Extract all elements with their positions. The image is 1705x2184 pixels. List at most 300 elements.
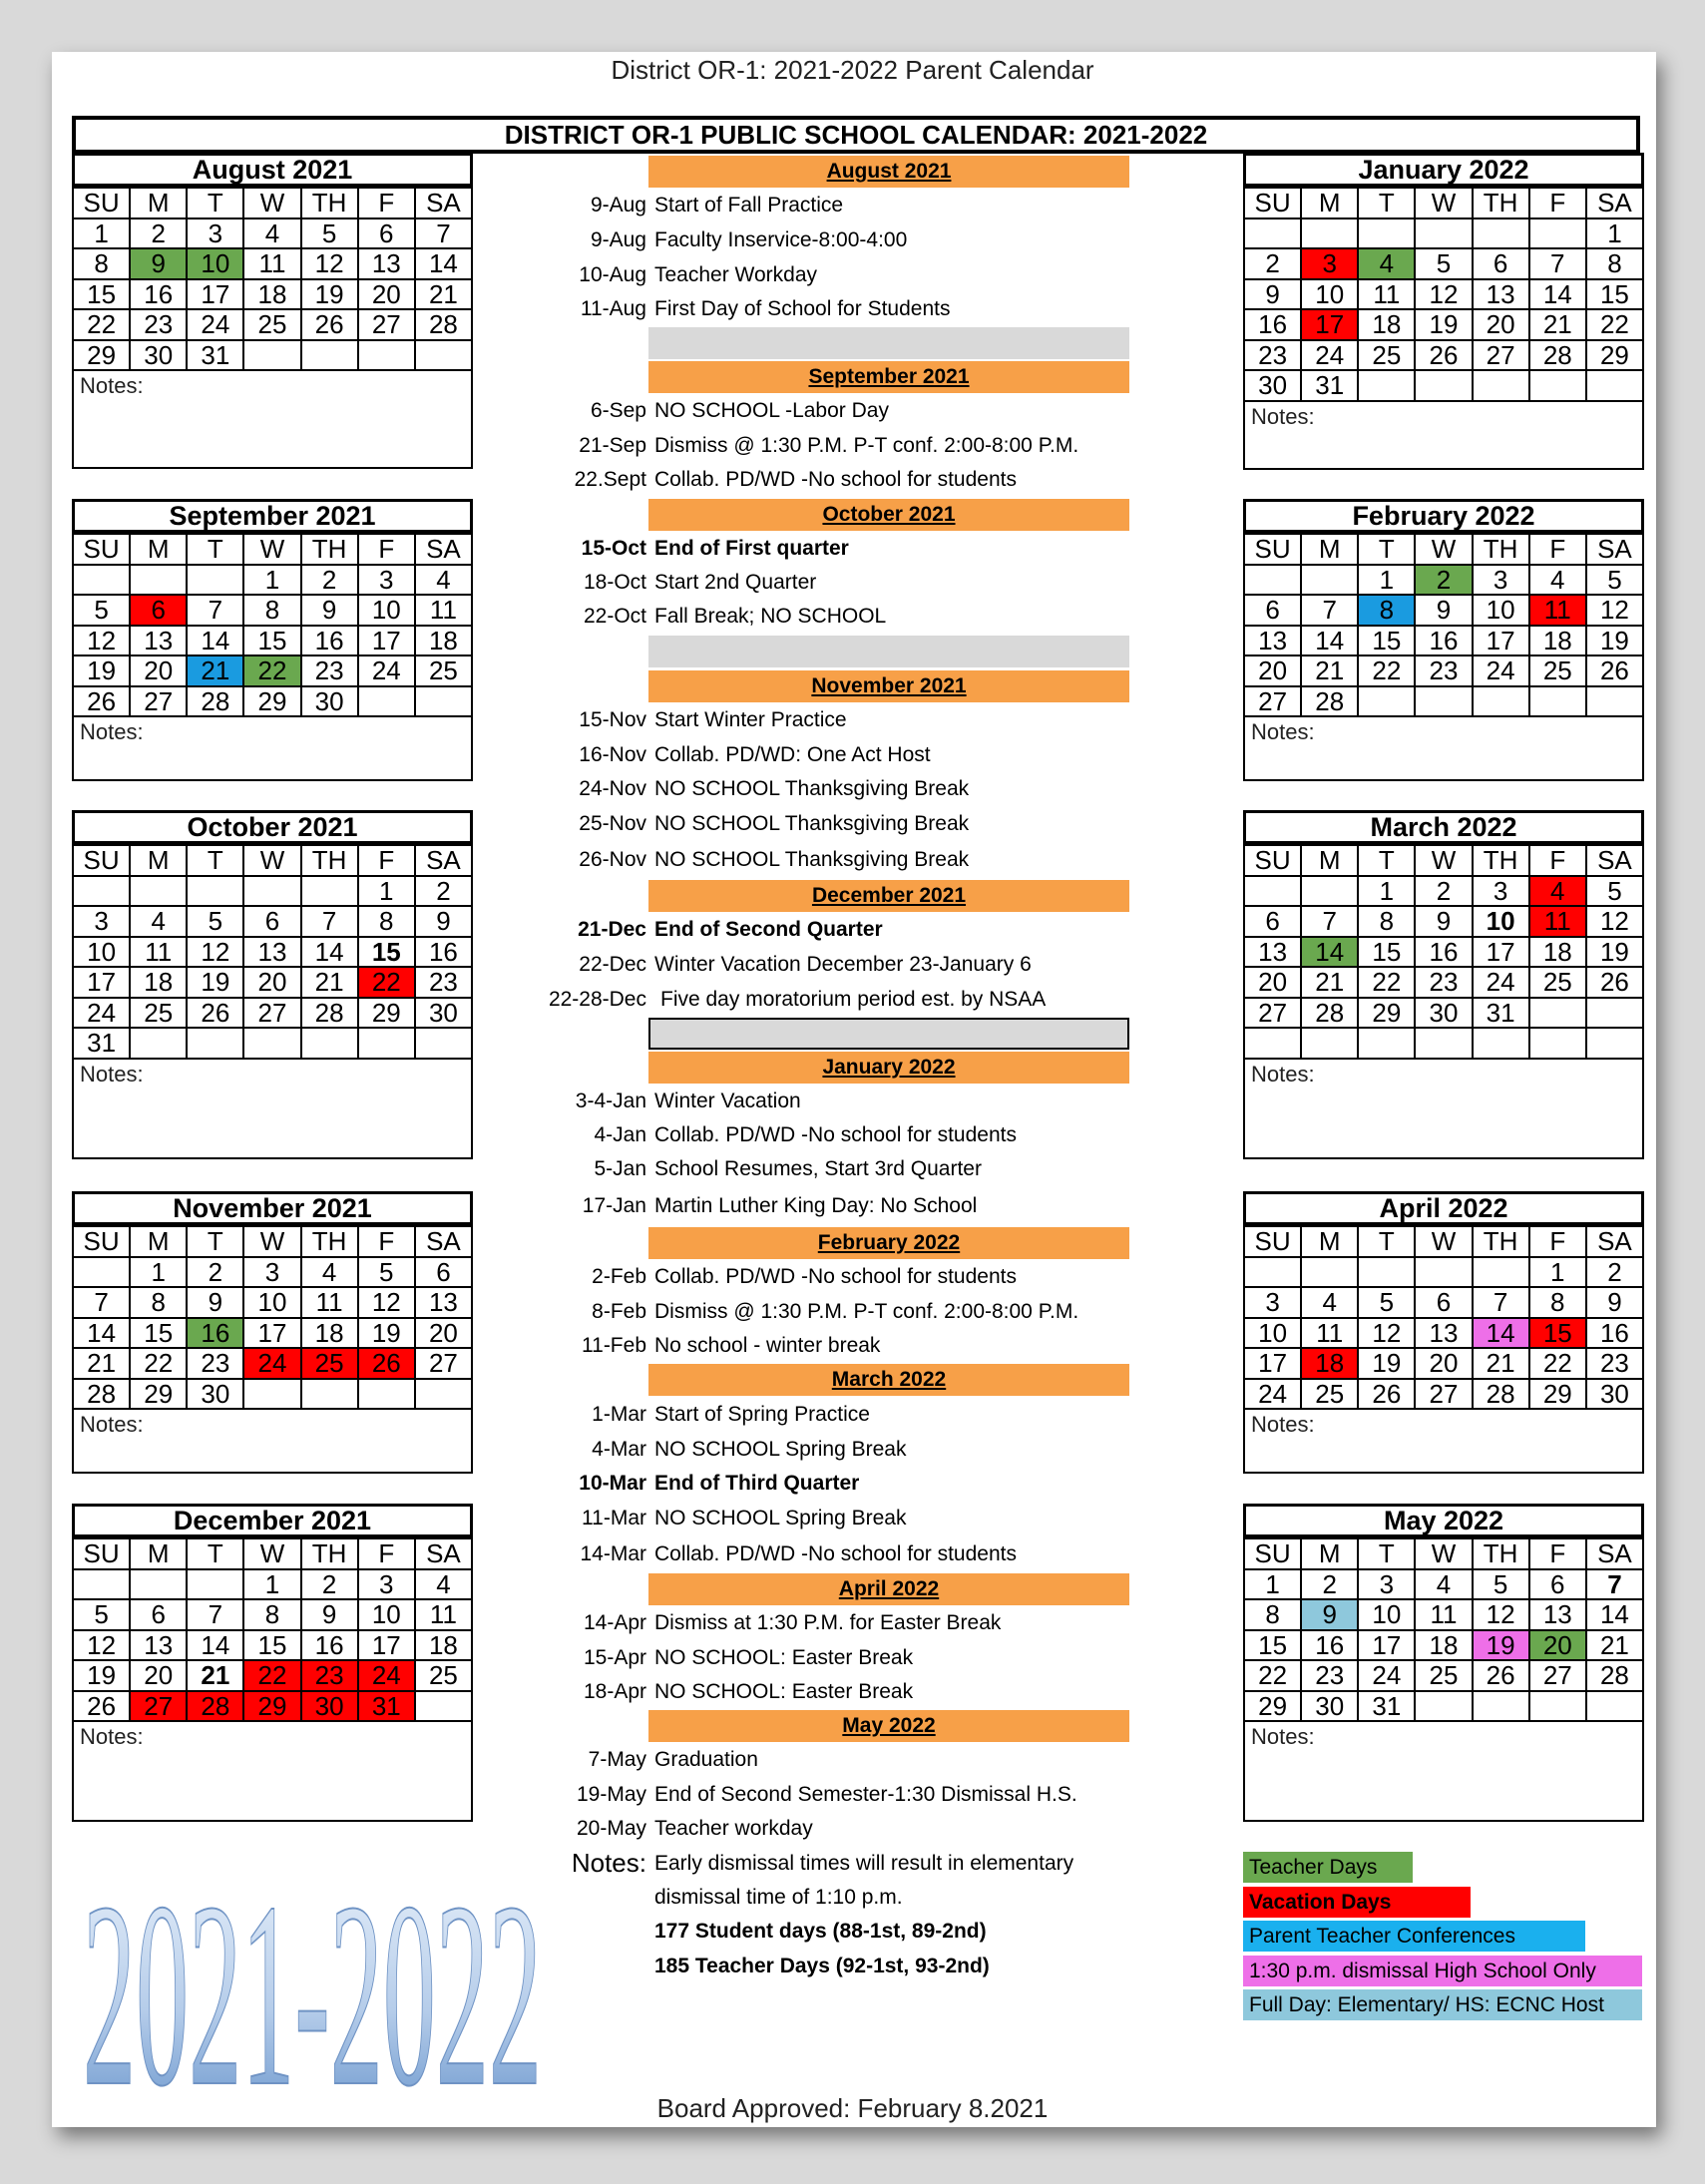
event-text: End of Third Quarter (654, 1472, 860, 1495)
day-cell: 1 (1586, 218, 1643, 249)
event-text: Five day moratorium period est. by NSAA (660, 988, 1047, 1011)
day-cell: 4 (130, 906, 187, 937)
day-cell: 17 (187, 279, 243, 310)
day-cell (301, 340, 358, 371)
day-cell: 9 (130, 248, 187, 279)
month-calendar-dec (72, 1504, 473, 1822)
day-cell: 29 (73, 340, 130, 371)
weekday-header-row (73, 534, 472, 565)
event-text: Teacher Workday (654, 263, 818, 286)
day-cell (358, 340, 415, 371)
event-row (519, 601, 1157, 633)
day-cell (1358, 370, 1415, 401)
day-cell (1586, 1028, 1643, 1059)
day-cell: 19 (1358, 1348, 1415, 1379)
day-cell: 16 (1301, 1630, 1358, 1661)
week-row (73, 1257, 472, 1288)
day-cell: 11 (415, 595, 472, 626)
weekday-header: F (1529, 534, 1586, 565)
day-cell: 11 (1301, 1318, 1358, 1349)
day-cell: 20 (243, 967, 300, 998)
day-cell: 18 (130, 967, 187, 998)
day-cell: 24 (1244, 1379, 1301, 1410)
day-cell (1473, 1257, 1529, 1288)
day-cell: 7 (187, 1599, 243, 1630)
month-calendar-oct (72, 810, 473, 1159)
month-grid (1243, 1225, 1644, 1410)
event-date: 2-Feb (592, 1265, 646, 1288)
day-cell: 28 (301, 998, 358, 1029)
day-cell: 14 (1301, 626, 1358, 656)
day-cell: 12 (301, 248, 358, 279)
day-cell: 23 (187, 1348, 243, 1379)
event-notes-row (519, 1848, 1157, 1880)
event-date: 25-Nov (579, 812, 646, 835)
month-notes: Notes: (72, 1722, 473, 1822)
event-notes-label: Notes: (571, 1848, 646, 1878)
day-cell (1529, 218, 1586, 249)
day-cell: 12 (73, 1630, 130, 1661)
week-row (73, 1348, 472, 1379)
day-cell: 15 (73, 279, 130, 310)
day-cell (1415, 1691, 1472, 1722)
day-cell: 27 (130, 686, 187, 717)
weekday-header: T (1358, 1538, 1415, 1569)
event-date: 14-Apr (583, 1611, 646, 1634)
event-date: 14-Mar (580, 1542, 646, 1565)
day-cell: 15 (1244, 1630, 1301, 1661)
month-calendar-nov (72, 1191, 473, 1474)
day-cell: 13 (1244, 937, 1301, 968)
week-row (1244, 998, 1643, 1029)
day-cell (301, 1028, 358, 1059)
day-cell: 22 (1358, 967, 1415, 998)
day-cell: 27 (1244, 686, 1301, 717)
event-row (519, 293, 1157, 325)
weekday-header: M (1301, 1538, 1358, 1569)
day-cell: 6 (1244, 906, 1301, 937)
day-cell (1244, 565, 1301, 596)
month-title: January 2022 (1243, 153, 1644, 187)
event-row (519, 1813, 1157, 1845)
events-header-mar: March 2022 (648, 1364, 1129, 1396)
day-cell: 18 (243, 279, 300, 310)
day-cell: 20 (358, 279, 415, 310)
day-cell (1244, 1028, 1301, 1059)
event-text: End of First quarter (654, 537, 849, 560)
event-row (519, 190, 1157, 221)
month-notes: Notes: (72, 1060, 473, 1159)
day-cell: 21 (187, 1660, 243, 1691)
day-cell: 10 (1301, 279, 1358, 310)
day-cell: 5 (1473, 1569, 1529, 1600)
day-cell: 9 (1415, 595, 1472, 626)
day-cell: 20 (1529, 1630, 1586, 1661)
day-cell: 15 (1529, 1318, 1586, 1349)
day-cell: 6 (243, 906, 300, 937)
event-row (519, 1744, 1157, 1776)
day-cell: 16 (1415, 626, 1472, 656)
day-cell: 22 (1529, 1348, 1586, 1379)
day-cell: 31 (358, 1691, 415, 1722)
day-cell: 29 (1529, 1379, 1586, 1410)
event-row (519, 844, 1157, 876)
month-notes: Notes: (1243, 1060, 1644, 1159)
day-cell: 1 (130, 1257, 187, 1288)
event-date: 7-May (588, 1748, 646, 1771)
event-text: NO SCHOOL Spring Break (654, 1438, 907, 1461)
day-cell: 26 (1473, 1660, 1529, 1691)
day-cell: 23 (1586, 1348, 1643, 1379)
day-cell (1244, 218, 1301, 249)
weekday-header: M (1301, 534, 1358, 565)
event-date: 11-Aug (580, 297, 646, 320)
day-cell: 14 (1301, 937, 1358, 968)
day-cell: 25 (243, 309, 300, 340)
day-cell: 13 (1529, 1599, 1586, 1630)
day-cell: 14 (1529, 279, 1586, 310)
event-row (519, 1434, 1157, 1466)
day-cell: 5 (1586, 876, 1643, 907)
weekday-header-row (1244, 845, 1643, 876)
day-cell (415, 1028, 472, 1059)
day-cell: 6 (1415, 1287, 1472, 1318)
month-notes: Notes: (72, 717, 473, 781)
legend-high-school-dismissal: 1:30 p.m. dismissal High School Only (1243, 1956, 1642, 1986)
event-text: Dismiss at 1:30 P.M. for Easter Break (654, 1611, 1002, 1634)
event-text: NO SCHOOL Thanksgiving Break (654, 777, 970, 800)
events-header-apr: April 2022 (648, 1573, 1129, 1605)
day-cell: 13 (130, 626, 187, 656)
day-cell: 12 (1586, 595, 1643, 626)
day-cell (1415, 218, 1472, 249)
day-cell: 14 (1473, 1318, 1529, 1349)
day-cell: 26 (187, 998, 243, 1029)
year-wordart (78, 1866, 547, 2105)
week-row (1244, 1630, 1643, 1661)
weekday-header: M (1301, 845, 1358, 876)
event-text: Winter Vacation December 23-January 6 (654, 953, 1032, 976)
day-cell: 31 (1358, 1691, 1415, 1722)
week-row (1244, 565, 1643, 596)
day-cell: 11 (130, 937, 187, 968)
day-cell: 17 (1473, 626, 1529, 656)
day-cell: 4 (301, 1257, 358, 1288)
week-row (1244, 1691, 1643, 1722)
day-cell: 13 (1473, 279, 1529, 310)
day-cell (358, 686, 415, 717)
day-cell (1244, 876, 1301, 907)
event-text: School Resumes, Start 3rd Quarter (654, 1157, 982, 1180)
board-approval-footer: Board Approved: February 8.2021 (656, 2093, 1049, 2123)
day-cell: 8 (243, 1599, 300, 1630)
event-text: Collab. PD/WD -No school for students (654, 1123, 1017, 1146)
event-date: 22-Oct (583, 605, 646, 628)
day-cell: 3 (243, 1257, 300, 1288)
weekday-header: T (187, 1226, 243, 1257)
month-notes: Notes: (1243, 717, 1644, 781)
weekday-header: T (187, 1538, 243, 1569)
day-cell: 7 (1473, 1287, 1529, 1318)
weekday-header: T (1358, 845, 1415, 876)
day-cell: 22 (1358, 655, 1415, 686)
day-cell: 4 (243, 218, 300, 249)
legend-teacher-days: Teacher Days (1243, 1852, 1413, 1883)
day-cell: 9 (1301, 1599, 1358, 1630)
day-cell (130, 876, 187, 907)
day-cell: 21 (1301, 967, 1358, 998)
event-text: Collab. PD/WD -No school for students (654, 468, 1017, 491)
weekday-header: TH (1473, 534, 1529, 565)
events-spacer (648, 636, 1129, 667)
day-cell (130, 1569, 187, 1600)
day-cell: 1 (358, 876, 415, 907)
weekday-header: F (358, 1538, 415, 1569)
weekday-header: M (130, 534, 187, 565)
event-row (519, 1190, 1157, 1222)
month-calendar-feb (1243, 499, 1644, 781)
weekday-header: W (1415, 845, 1472, 876)
weekday-header: TH (301, 1538, 358, 1569)
day-cell: 25 (1301, 1379, 1358, 1410)
day-cell: 18 (1415, 1630, 1472, 1661)
day-cell: 7 (1301, 595, 1358, 626)
event-text: Graduation (654, 1748, 758, 1771)
event-row (519, 1538, 1157, 1570)
week-row (73, 998, 472, 1029)
day-cell: 24 (1301, 340, 1358, 371)
day-cell: 2 (1415, 565, 1472, 596)
day-cell (243, 1379, 300, 1410)
day-cell: 4 (415, 565, 472, 596)
weekday-header: SA (415, 845, 472, 876)
day-cell: 10 (73, 937, 130, 968)
month-title: May 2022 (1243, 1504, 1644, 1537)
week-row (73, 1028, 472, 1059)
day-cell: 27 (1244, 998, 1301, 1029)
day-cell: 26 (1358, 1379, 1415, 1410)
day-cell (1358, 1257, 1415, 1288)
day-cell: 28 (73, 1379, 130, 1410)
day-cell: 29 (1586, 340, 1643, 371)
day-cell: 9 (187, 1287, 243, 1318)
events-header-nov: November 2021 (648, 670, 1129, 702)
week-row (73, 1660, 472, 1691)
day-cell: 5 (358, 1257, 415, 1288)
event-date: 16-Nov (579, 743, 646, 766)
events-header-oct: October 2021 (648, 499, 1129, 531)
day-cell: 28 (415, 309, 472, 340)
day-cell: 6 (358, 218, 415, 249)
day-cell (243, 876, 300, 907)
month-title: February 2022 (1243, 499, 1644, 533)
month-notes: Notes: (72, 1410, 473, 1474)
day-cell: 20 (1415, 1348, 1472, 1379)
day-cell: 2 (1301, 1569, 1358, 1600)
page-title: District OR-1: 2021-2022 Parent Calendar (611, 55, 1094, 85)
day-cell: 4 (1529, 565, 1586, 596)
week-row (1244, 876, 1643, 907)
day-cell (358, 1379, 415, 1410)
event-date: 21-Dec (578, 918, 646, 941)
day-cell: 17 (358, 626, 415, 656)
day-cell: 30 (1415, 998, 1472, 1029)
day-cell: 6 (1529, 1569, 1586, 1600)
day-cell: 20 (130, 655, 187, 686)
day-cell: 22 (1586, 309, 1643, 340)
day-cell: 12 (1358, 1318, 1415, 1349)
day-cell (73, 1257, 130, 1288)
week-row (73, 1379, 472, 1410)
day-cell: 8 (130, 1287, 187, 1318)
day-cell: 28 (1529, 340, 1586, 371)
day-cell: 17 (243, 1318, 300, 1349)
day-cell: 2 (130, 218, 187, 249)
day-cell: 5 (73, 1599, 130, 1630)
day-cell: 5 (1415, 248, 1472, 279)
day-cell: 27 (130, 1691, 187, 1722)
event-text: NO SCHOOL Spring Break (654, 1507, 907, 1529)
event-date: 21-Sep (579, 434, 646, 457)
events-header-sep: September 2021 (648, 361, 1129, 393)
day-cell: 22 (243, 1660, 300, 1691)
day-cell: 19 (358, 1318, 415, 1349)
day-cell: 30 (1244, 370, 1301, 401)
day-cell: 15 (358, 937, 415, 968)
week-row (1244, 248, 1643, 279)
day-cell: 28 (1473, 1379, 1529, 1410)
week-row (73, 1691, 472, 1722)
day-cell: 11 (1529, 595, 1586, 626)
day-cell: 10 (358, 1599, 415, 1630)
day-cell: 31 (73, 1028, 130, 1059)
day-cell: 24 (73, 998, 130, 1029)
day-cell (301, 1379, 358, 1410)
day-cell: 18 (301, 1318, 358, 1349)
event-date: 26-Nov (579, 848, 646, 871)
event-date: 20-May (576, 1817, 646, 1840)
day-cell (1473, 686, 1529, 717)
month-title: October 2021 (72, 810, 473, 844)
weekday-header: W (1415, 534, 1472, 565)
day-cell (187, 1028, 243, 1059)
event-row (519, 1086, 1157, 1117)
day-cell: 14 (73, 1318, 130, 1349)
weekday-header: F (1529, 188, 1586, 218)
week-row (73, 876, 472, 907)
day-cell (73, 1569, 130, 1600)
day-cell: 13 (243, 937, 300, 968)
day-cell: 31 (1473, 998, 1529, 1029)
event-date: 9-Aug (590, 228, 646, 251)
day-cell: 8 (1244, 1599, 1301, 1630)
day-cell (1529, 1028, 1586, 1059)
weekday-header: SU (73, 1226, 130, 1257)
month-title: September 2021 (72, 499, 473, 533)
day-cell: 10 (1358, 1599, 1415, 1630)
day-cell: 3 (187, 218, 243, 249)
week-row (1244, 906, 1643, 937)
day-cell: 17 (1358, 1630, 1415, 1661)
event-text: NO SCHOOL: Easter Break (654, 1680, 914, 1703)
day-cell: 8 (1358, 906, 1415, 937)
event-note-text: Early dismissal times will result in elementary (654, 1852, 1074, 1875)
day-cell: 11 (1415, 1599, 1472, 1630)
day-cell: 1 (73, 218, 130, 249)
event-row (519, 1119, 1157, 1151)
weekday-header: M (1301, 1226, 1358, 1257)
day-cell: 19 (1586, 937, 1643, 968)
day-cell (1586, 686, 1643, 717)
weekday-header: M (130, 845, 187, 876)
day-cell: 28 (1586, 1660, 1643, 1691)
day-cell: 3 (73, 906, 130, 937)
day-cell: 25 (301, 1348, 358, 1379)
day-cell: 27 (1529, 1660, 1586, 1691)
weekday-header: W (243, 1538, 300, 1569)
month-title: August 2021 (72, 153, 473, 187)
day-cell (243, 340, 300, 371)
week-row (73, 937, 472, 968)
event-row (519, 1607, 1157, 1639)
day-cell: 5 (301, 218, 358, 249)
day-cell (415, 1379, 472, 1410)
month-grid (1243, 533, 1644, 717)
day-cell: 13 (130, 1630, 187, 1661)
day-cell (1473, 1691, 1529, 1722)
week-row (73, 1630, 472, 1661)
events-header-aug: August 2021 (648, 156, 1129, 188)
weekday-header: SU (73, 534, 130, 565)
month-grid (72, 844, 473, 1060)
day-cell: 3 (1473, 565, 1529, 596)
day-cell (1529, 998, 1586, 1029)
day-cell: 21 (301, 967, 358, 998)
day-cell: 16 (187, 1318, 243, 1349)
day-cell: 2 (301, 1569, 358, 1600)
legend-full-day-elementary: Full Day: Elementary/ HS: ECNC Host (1243, 1989, 1642, 2020)
day-cell: 18 (415, 626, 472, 656)
day-cell: 15 (1586, 279, 1643, 310)
day-cell: 3 (1358, 1569, 1415, 1600)
day-cell: 2 (187, 1257, 243, 1288)
week-row (1244, 967, 1643, 998)
day-cell: 1 (1358, 876, 1415, 907)
day-cell: 7 (1586, 1569, 1643, 1600)
day-cell (1586, 1691, 1643, 1722)
week-row (1244, 1028, 1643, 1059)
event-date: 22-28-Dec (548, 988, 646, 1011)
event-row (519, 533, 1157, 565)
weekday-header-row (1244, 1538, 1643, 1569)
day-cell: 26 (73, 686, 130, 717)
weekday-header: SU (1244, 1226, 1301, 1257)
day-cell: 9 (1415, 906, 1472, 937)
week-row (1244, 218, 1643, 249)
day-cell: 15 (130, 1318, 187, 1349)
event-date: 6-Sep (590, 399, 646, 422)
day-cell: 8 (1586, 248, 1643, 279)
day-cell: 9 (1244, 279, 1301, 310)
day-cell: 19 (301, 279, 358, 310)
week-row (1244, 1569, 1643, 1600)
day-cell: 8 (243, 595, 300, 626)
day-cell: 30 (1301, 1691, 1358, 1722)
day-cell: 9 (301, 1599, 358, 1630)
event-date: 1-Mar (592, 1403, 646, 1426)
day-cell: 29 (358, 998, 415, 1029)
day-cell: 20 (130, 1660, 187, 1691)
